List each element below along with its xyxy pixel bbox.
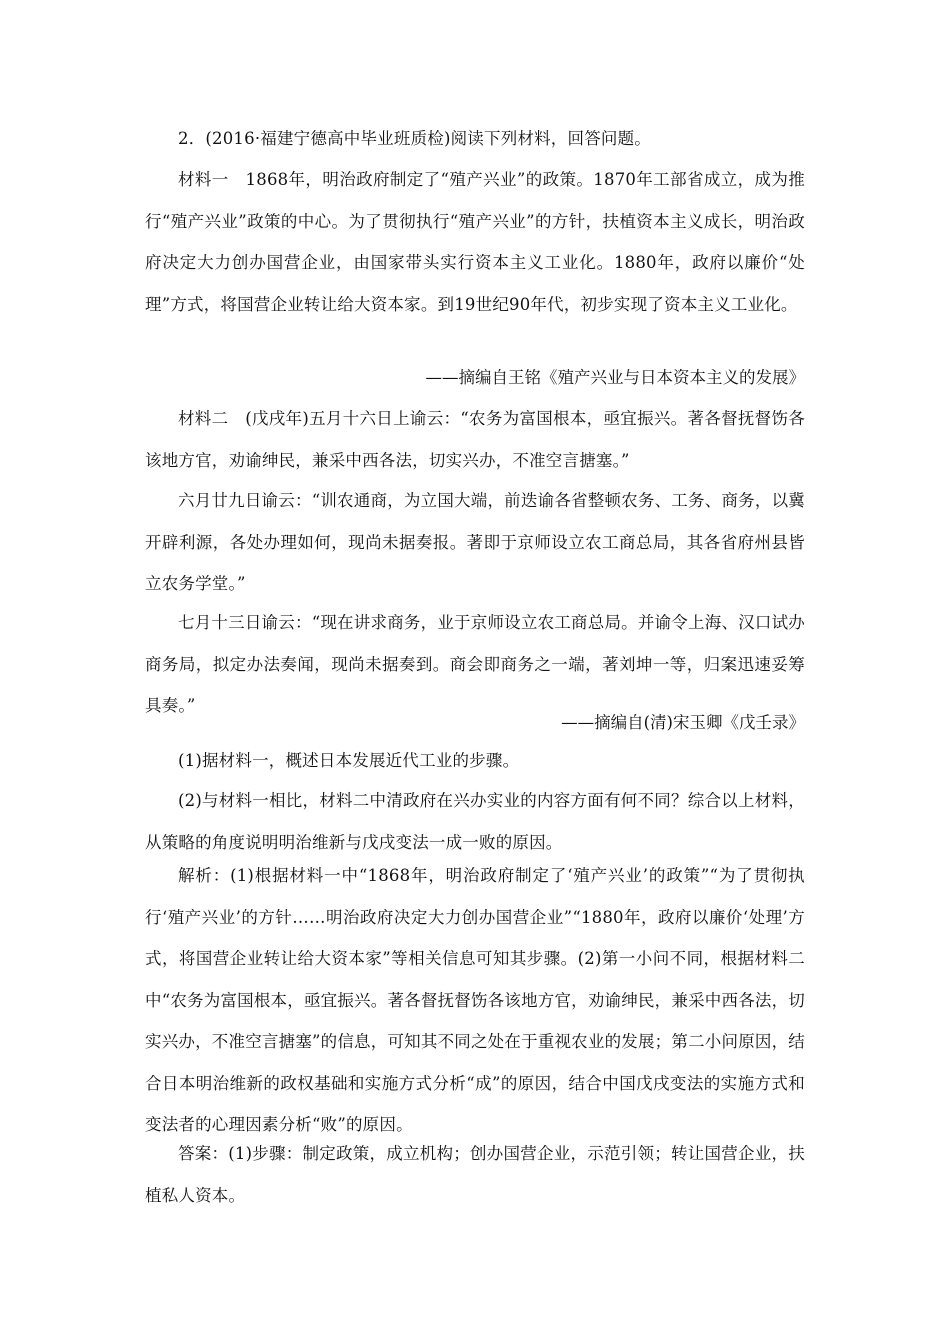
material-1-text: 材料一 1868年，明治政府制定了“殖产兴业”的政策。1870年工部省成立，成为推行“殖产兴业”政策的中心。为了贯彻执行“殖产兴业”的方针，扶植资本主义成长，明治政府决定大力创办国营企业，由国家带头实行资本主义工业化。1880年，政府以廉价“处理”方式，将国营企业转让给大资本家。到19世纪90年代，初步实现了资本主义工业化。	[145, 170, 805, 314]
material-2-paragraph-3: 七月十三日谕云：“现在讲求商务，业于京师设立农工商总局。并谕令上海、汉口试办商务局，拟定办法奏闻，现尚未据奏到。商会即商务之一端，著刘坤一等，归案迅速妥筹具奏。”	[145, 613, 805, 715]
material-2-paragraph-1: 材料二 (戊戌年)五月十六日上谕云：“农务为富国根本，亟宜振兴。著各督抚督饬各该地方官，劝谕绅民，兼采中西各法，切实兴办，不准空言搪塞。”	[145, 409, 805, 470]
question-header: 2．(2016·福建宁德高中毕业班质检)阅读下列材料，回答问题。	[178, 129, 652, 148]
question-2: (2)与材料一相比，材料二中清政府在兴办实业的内容方面有何不同？综合以上材料，从策略的角度说明明治维新与戊戌变法一成一败的原因。	[145, 791, 805, 852]
analysis-text: 解析：(1)根据材料一中“1868年，明治政府制定了‘殖产兴业’的政策”“为了贯彻执行‘殖产兴业’的方针……明治政府决定大力创办国营企业”“1880年，政府以廉价‘处理’方式，将国营企业转让给大资本家”等相关信息可知其步骤。(2)第一小问不同，根据材料二中“农务为富国根本，亟宜振兴。著各督抚督饬各该地方官，劝谕绅民，兼采中西各法，切实兴办，不准空言搪塞”的信息，可知其不同之处在于重视农业的发展；第二小问原因，结合日本明治维新的政权基础和实施方式分析“成”的原因，结合中国戊戌变法的实施方式和变法者的心理因素分析“败”的原因。	[145, 866, 805, 1134]
question-1: (1)据材料一，概述日本发展近代工业的步骤。	[178, 751, 520, 770]
material-1-source: ——摘编自王铭《殖产兴业与日本资本主义的发展》	[425, 368, 805, 387]
material-2-source: ——摘编自(清)宋玉卿《戊壬录》	[561, 713, 805, 732]
answer-text: 答案：(1)步骤：制定政策，成立机构；创办国营企业，示范引领；转让国营企业，扶植私人资本。	[145, 1144, 805, 1205]
material-2-paragraph-2: 六月廿九日谕云：“训农通商，为立国大端，前迭谕各省整顿农务、工务、商务，以冀开辟利源，各处办理如何，现尚未据奏报。著即于京师设立农工商总局，其各省府州县皆立农务学堂。”	[145, 491, 805, 593]
